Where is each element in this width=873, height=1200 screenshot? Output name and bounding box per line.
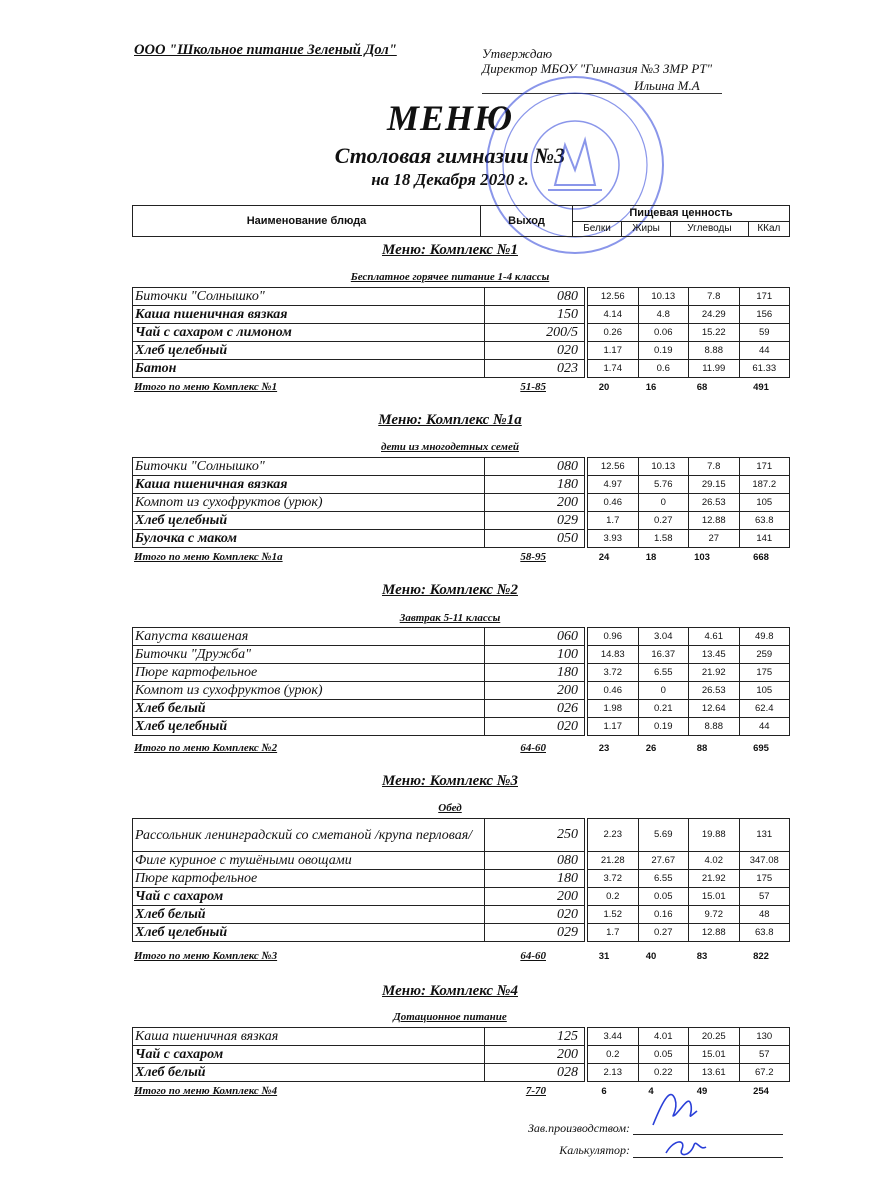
proteins-value: 0.46 xyxy=(588,682,639,700)
kcal-value: 57 xyxy=(739,1046,790,1064)
proteins-value: 3.44 xyxy=(588,1028,639,1046)
section-group: Дотационное питание xyxy=(393,1011,507,1023)
fats-value: 10.13 xyxy=(638,288,689,306)
table-row xyxy=(133,664,790,682)
section-title: Меню: Комплекс №2 xyxy=(382,582,518,598)
fats-value: 3.04 xyxy=(638,628,689,646)
table-row xyxy=(133,646,790,664)
proteins-value: 4.14 xyxy=(588,306,639,324)
approval-line-3: Ильина М.А xyxy=(634,78,700,93)
menu-table xyxy=(132,457,790,548)
carbs-value: 15.22 xyxy=(689,324,740,342)
total-k-value: 822 xyxy=(753,951,769,962)
fats-value: 5.76 xyxy=(638,476,689,494)
proteins-value: 12.56 xyxy=(588,458,639,476)
carbs-value: 26.53 xyxy=(689,494,740,512)
fats-value: 6.55 xyxy=(638,870,689,888)
kcal-value: 171 xyxy=(739,288,790,306)
carbs-value: 21.92 xyxy=(689,870,740,888)
carbs-value: 20.25 xyxy=(689,1028,740,1046)
kcal-value: 175 xyxy=(739,870,790,888)
dish-name: Чай с сахаром xyxy=(133,1046,485,1064)
carbs-value: 13.45 xyxy=(689,646,740,664)
dish-yield: 180 xyxy=(485,870,585,888)
table-row xyxy=(133,682,790,700)
proteins-value: 14.83 xyxy=(588,646,639,664)
table-row xyxy=(133,512,790,530)
proteins-value: 0.46 xyxy=(588,494,639,512)
table-row xyxy=(133,1046,790,1064)
menu-table xyxy=(132,287,790,378)
table-row xyxy=(133,906,790,924)
fats-value: 0.19 xyxy=(638,342,689,360)
total-k-value: 491 xyxy=(753,382,769,393)
total-p-value: 31 xyxy=(598,951,610,962)
carbs-value: 26.53 xyxy=(689,682,740,700)
table-row xyxy=(133,852,790,870)
total-p-value: 6 xyxy=(601,1086,607,1097)
dish-yield: 026 xyxy=(485,700,585,718)
fats-value: 0.06 xyxy=(638,324,689,342)
dish-name: Чай с сахаром с лимоном xyxy=(133,324,485,342)
dish-name: Каша пшеничная вязкая xyxy=(133,476,485,494)
dish-yield: 020 xyxy=(485,906,585,924)
approval-line-2: Директор МБОУ "Гимназия №3 ЗМР РТ" xyxy=(482,61,713,76)
table-row xyxy=(133,458,790,476)
dish-yield: 080 xyxy=(485,852,585,870)
fats-value: 6.55 xyxy=(638,664,689,682)
proteins-value: 0.2 xyxy=(588,1046,639,1064)
dish-name: Батон xyxy=(133,360,485,378)
dish-yield: 023 xyxy=(485,360,585,378)
calculator-label: Калькулятор: xyxy=(559,1143,630,1157)
fats-value: 4.01 xyxy=(638,1028,689,1046)
total-yield: 64-60 xyxy=(520,950,546,962)
kcal-value: 59 xyxy=(739,324,790,342)
table-row xyxy=(133,494,790,512)
dish-yield: 200/5 xyxy=(485,324,585,342)
total-yield: 51-85 xyxy=(520,381,546,393)
dish-name: Капуста квашеная xyxy=(133,628,485,646)
fats-value: 0.05 xyxy=(638,1046,689,1064)
dish-name: Каша пшеничная вязкая xyxy=(133,306,485,324)
dish-yield: 020 xyxy=(485,718,585,736)
kcal-value: 347.08 xyxy=(739,852,790,870)
proteins-value: 0.2 xyxy=(588,888,639,906)
dish-name: Пюре картофельное xyxy=(133,664,485,682)
carbs-value: 8.88 xyxy=(689,718,740,736)
dish-name: Хлеб белый xyxy=(133,700,485,718)
dish-yield: 080 xyxy=(485,288,585,306)
section-group: Завтрак 5-11 классы xyxy=(399,612,501,624)
total-c-value: 103 xyxy=(694,552,710,563)
dish-name: Пюре картофельное xyxy=(133,870,485,888)
dish-yield: 100 xyxy=(485,646,585,664)
kcal-value: 61.33 xyxy=(739,360,790,378)
dish-name: Чай с сахаром xyxy=(133,888,485,906)
carbs-value: 8.88 xyxy=(689,342,740,360)
kcal-value: 62.4 xyxy=(739,700,790,718)
total-f-value: 40 xyxy=(645,951,657,962)
total-label: Итого по меню Комплекс №3 xyxy=(134,950,278,962)
proteins-value: 1.7 xyxy=(588,512,639,530)
proteins-value: 0.96 xyxy=(588,628,639,646)
proteins-value: 2.23 xyxy=(588,819,639,852)
header-dish-name: Наименование блюда xyxy=(133,206,481,237)
section-title: Меню: Комплекс №3 xyxy=(382,773,518,789)
dish-yield: 020 xyxy=(485,342,585,360)
total-f-value: 4 xyxy=(648,1086,654,1097)
kcal-value: 175 xyxy=(739,664,790,682)
fats-value: 0.16 xyxy=(638,906,689,924)
dish-name: Хлеб целебный xyxy=(133,718,485,736)
table-row xyxy=(133,888,790,906)
menu-table xyxy=(132,1027,790,1082)
carbs-value: 29.15 xyxy=(689,476,740,494)
dish-name: Компот из сухофруктов (урюк) xyxy=(133,494,485,512)
dish-name: Филе куриное с тушёными овощами xyxy=(133,852,485,870)
total-yield: 64-60 xyxy=(520,742,546,754)
section-title: Меню: Комплекс №1 xyxy=(382,242,518,258)
kcal-value: 131 xyxy=(739,819,790,852)
section-group: дети из многодетных семей xyxy=(381,441,519,453)
fats-value: 1.58 xyxy=(638,530,689,548)
section-title: Меню: Комплекс №4 xyxy=(382,983,518,999)
fats-value: 16.37 xyxy=(638,646,689,664)
table-row xyxy=(133,530,790,548)
total-f-value: 26 xyxy=(645,743,657,754)
proteins-value: 3.72 xyxy=(588,664,639,682)
header-nutrition: Пищевая ценность xyxy=(573,206,790,222)
dish-name: Компот из сухофруктов (урюк) xyxy=(133,682,485,700)
menu-table xyxy=(132,818,790,942)
table-row xyxy=(133,924,790,942)
kcal-value: 156 xyxy=(739,306,790,324)
total-c-value: 83 xyxy=(696,951,708,962)
table-row xyxy=(133,628,790,646)
carbs-value: 19.88 xyxy=(689,819,740,852)
dish-yield: 029 xyxy=(485,924,585,942)
signature-scribble-2-icon xyxy=(660,1133,720,1165)
proteins-value: 4.97 xyxy=(588,476,639,494)
dish-yield: 029 xyxy=(485,512,585,530)
table-row xyxy=(133,324,790,342)
dish-yield: 060 xyxy=(485,628,585,646)
table-row xyxy=(133,700,790,718)
proteins-value: 1.74 xyxy=(588,360,639,378)
dish-name: Биточки "Солнышко" xyxy=(133,458,485,476)
total-yield: 58-95 xyxy=(520,551,546,563)
dish-yield: 200 xyxy=(485,888,585,906)
fats-value: 0.05 xyxy=(638,888,689,906)
approval-line-1: Утверждаю xyxy=(482,46,553,61)
fats-value: 4.8 xyxy=(638,306,689,324)
total-c-value: 88 xyxy=(696,743,708,754)
carbs-value: 9.72 xyxy=(689,906,740,924)
kcal-value: 171 xyxy=(739,458,790,476)
proteins-value: 3.72 xyxy=(588,870,639,888)
dish-name: Каша пшеничная вязкая xyxy=(133,1028,485,1046)
header-proteins: Белки xyxy=(573,221,622,237)
total-label: Итого по меню Комплекс №1 xyxy=(134,381,278,393)
dish-name: Биточки "Солнышко" xyxy=(133,288,485,306)
table-row xyxy=(133,718,790,736)
header-carbs: Углеводы xyxy=(671,221,749,237)
kcal-value: 44 xyxy=(739,718,790,736)
table-row xyxy=(133,870,790,888)
proteins-value: 2.13 xyxy=(588,1064,639,1082)
dish-yield: 125 xyxy=(485,1028,585,1046)
total-f-value: 16 xyxy=(645,382,657,393)
table-row xyxy=(133,476,790,494)
section-group: Обед xyxy=(438,802,462,814)
total-yield: 7-70 xyxy=(525,1085,546,1097)
dish-name: Хлеб целебный xyxy=(133,512,485,530)
total-p-value: 23 xyxy=(598,743,610,754)
dish-yield: 200 xyxy=(485,494,585,512)
fats-value: 0 xyxy=(638,682,689,700)
dish-yield: 150 xyxy=(485,306,585,324)
carbs-value: 27 xyxy=(689,530,740,548)
fats-value: 0.21 xyxy=(638,700,689,718)
organization-name: ООО "Школьное питание Зеленый Дол" xyxy=(134,42,397,58)
dish-name: Хлеб белый xyxy=(133,906,485,924)
dish-name: Рассольник ленинградский со сметаной /крупа перловая/ xyxy=(133,819,485,852)
section-group: Бесплатное горячее питание 1-4 классы xyxy=(350,271,550,283)
carbs-value: 7.8 xyxy=(689,458,740,476)
carbs-value: 12.64 xyxy=(689,700,740,718)
dish-yield: 028 xyxy=(485,1064,585,1082)
menu-date: на 18 Декабря 2020 г. xyxy=(371,170,529,189)
table-row xyxy=(133,819,790,852)
section-title: Меню: Комплекс №1а xyxy=(378,412,522,428)
carbs-value: 15.01 xyxy=(689,888,740,906)
total-k-value: 254 xyxy=(753,1086,769,1097)
table-row xyxy=(133,360,790,378)
dish-yield: 200 xyxy=(485,682,585,700)
total-k-value: 695 xyxy=(753,743,769,754)
carbs-value: 12.88 xyxy=(689,512,740,530)
carbs-value: 4.02 xyxy=(689,852,740,870)
total-label: Итого по меню Комплекс №4 xyxy=(134,1085,278,1097)
proteins-value: 3.93 xyxy=(588,530,639,548)
kcal-value: 63.8 xyxy=(739,924,790,942)
total-k-value: 668 xyxy=(753,552,769,563)
carbs-value: 24.29 xyxy=(689,306,740,324)
header-fats: Жиры xyxy=(622,221,671,237)
kcal-value: 48 xyxy=(739,906,790,924)
proteins-value: 1.7 xyxy=(588,924,639,942)
dish-yield: 200 xyxy=(485,1046,585,1064)
total-p-value: 24 xyxy=(598,552,610,563)
fats-value: 0.6 xyxy=(638,360,689,378)
total-c-value: 49 xyxy=(696,1086,708,1097)
proteins-value: 1.52 xyxy=(588,906,639,924)
page-subtitle: Столовая гимназии №3 xyxy=(334,143,566,168)
proteins-value: 1.17 xyxy=(588,718,639,736)
proteins-value: 12.56 xyxy=(588,288,639,306)
carbs-value: 11.99 xyxy=(689,360,740,378)
fats-value: 5.69 xyxy=(638,819,689,852)
total-label: Итого по меню Комплекс №2 xyxy=(134,742,278,754)
dish-name: Булочка с маком xyxy=(133,530,485,548)
kcal-value: 57 xyxy=(739,888,790,906)
dish-name: Биточки "Дружба" xyxy=(133,646,485,664)
page-title: МЕНЮ xyxy=(386,98,514,138)
table-row xyxy=(133,1064,790,1082)
fats-value: 0.27 xyxy=(638,512,689,530)
carbs-value: 15.01 xyxy=(689,1046,740,1064)
dish-name: Хлеб целебный xyxy=(133,924,485,942)
total-label: Итого по меню Комплекс №1а xyxy=(134,551,283,563)
header-kcal: ККал xyxy=(748,221,789,237)
carbs-value: 7.8 xyxy=(689,288,740,306)
fats-value: 0.19 xyxy=(638,718,689,736)
dish-yield: 050 xyxy=(485,530,585,548)
dish-yield: 080 xyxy=(485,458,585,476)
proteins-value: 1.98 xyxy=(588,700,639,718)
total-c-value: 68 xyxy=(696,382,708,393)
fats-value: 27.67 xyxy=(638,852,689,870)
carbs-value: 13.61 xyxy=(689,1064,740,1082)
fats-value: 0.27 xyxy=(638,924,689,942)
signature-scribble-icon xyxy=(645,1085,705,1133)
kcal-value: 105 xyxy=(739,494,790,512)
kcal-value: 67.2 xyxy=(739,1064,790,1082)
production-manager-label: Зав.производством: xyxy=(527,1121,630,1135)
kcal-value: 259 xyxy=(739,646,790,664)
table-row xyxy=(133,1028,790,1046)
fats-value: 10.13 xyxy=(638,458,689,476)
kcal-value: 187.2 xyxy=(739,476,790,494)
dish-yield: 180 xyxy=(485,476,585,494)
kcal-value: 105 xyxy=(739,682,790,700)
dish-yield: 250 xyxy=(485,819,585,852)
proteins-value: 21.28 xyxy=(588,852,639,870)
table-row xyxy=(133,288,790,306)
total-f-value: 18 xyxy=(645,552,657,563)
dish-name: Хлеб белый xyxy=(133,1064,485,1082)
carbs-value: 21.92 xyxy=(689,664,740,682)
total-p-value: 20 xyxy=(598,382,610,393)
table-row xyxy=(133,342,790,360)
kcal-value: 141 xyxy=(739,530,790,548)
dish-yield: 180 xyxy=(485,664,585,682)
dish-name: Хлеб целебный xyxy=(133,342,485,360)
table-row xyxy=(133,306,790,324)
menu-table xyxy=(132,627,790,736)
fats-value: 0.22 xyxy=(638,1064,689,1082)
proteins-value: 0.26 xyxy=(588,324,639,342)
proteins-value: 1.17 xyxy=(588,342,639,360)
kcal-value: 44 xyxy=(739,342,790,360)
kcal-value: 49.8 xyxy=(739,628,790,646)
kcal-value: 63.8 xyxy=(739,512,790,530)
carbs-value: 4.61 xyxy=(689,628,740,646)
fats-value: 0 xyxy=(638,494,689,512)
kcal-value: 130 xyxy=(739,1028,790,1046)
header-yield: Выход xyxy=(481,206,573,237)
carbs-value: 12.88 xyxy=(689,924,740,942)
column-header-table xyxy=(132,205,790,237)
